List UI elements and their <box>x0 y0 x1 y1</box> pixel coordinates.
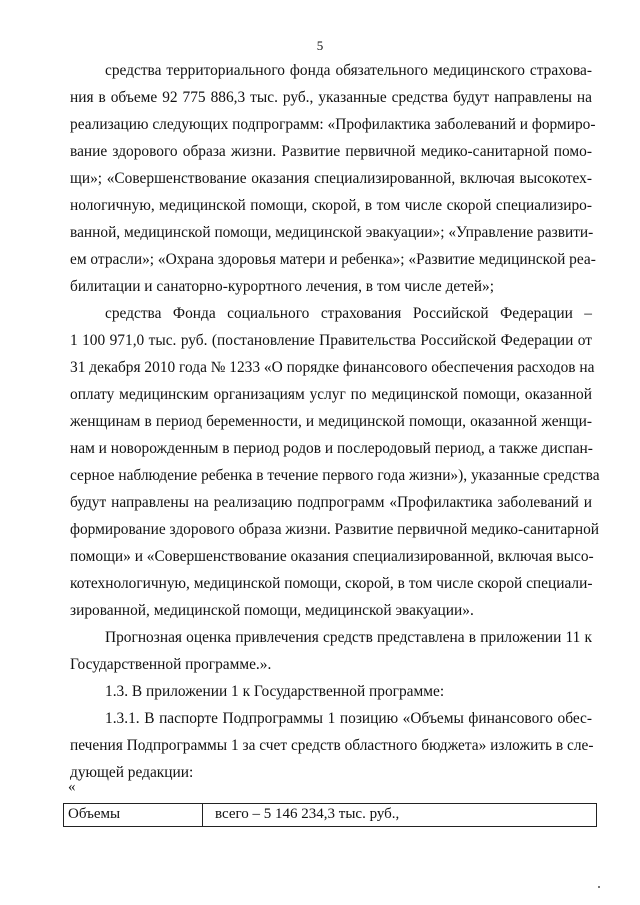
scan-speck <box>598 886 600 888</box>
text-line-6: нологичную, медицинской помощи, скорой, в том числе скорой специализиро- <box>70 197 592 214</box>
text-line-19: помощи» и «Совершенствование оказания специализированной, включая высо- <box>70 548 594 565</box>
text-line-2: ния в объеме 92 775 886,3 тыс. руб., указанные средства будут направлены на <box>70 89 592 106</box>
text-line-16: серное наблюдение ребенка в течение первого года жизни»), указанные средства <box>70 467 600 484</box>
text-line-8: ем отрасли»; «Охрана здоровья матери и ребенка»; «Развитие медицинской реа- <box>70 251 596 268</box>
text-line-12: 31 декабря 2010 года № 1233 «О порядке финансового обеспечения расходов на <box>70 359 595 376</box>
text-line-4: вание здорового образа жизни. Развитие первичной медико-санитарной помо- <box>70 143 592 160</box>
text-line-7: ванной, медицинской помощи, медицинской эвакуации»; «Управление развити- <box>70 224 594 241</box>
text-line-13: оплату медицинским организациям услуг по медицинской помощи, оказанной <box>70 386 592 403</box>
text-line-18: формирование здорового образа жизни. Развитие первичной медико-санитарной <box>70 521 600 538</box>
text-line-11: 1 100 971,0 тыс. руб. (постановление Правительства Российской Федерации от <box>70 332 592 349</box>
text-line-17: будут направлены на реализацию подпрограмм «Профилактика заболеваний и <box>70 494 592 511</box>
table-value-cell: всего – 5 146 234,3 тыс. руб., <box>215 806 400 822</box>
page-number: 5 <box>316 38 324 53</box>
text-line-26: печения Подпрограммы 1 за счет средств областного бюджета» изложить в сле- <box>70 737 594 754</box>
text-line-3: реализацию следующих подпрограмм: «Профилактика заболеваний и формиро- <box>70 116 596 133</box>
text-line-24: 1.3. В приложении 1 к Государственной программе: <box>105 683 445 700</box>
text-line-15: нам и новорожденным в период родов и послеродовый период, а также диспан- <box>70 440 593 457</box>
text-line-22: Прогнозная оценка привлечения средств представлена в приложении 11 к <box>105 629 592 646</box>
text-line-10: средства Фонда социального страхования Российской Федерации – <box>105 305 592 322</box>
text-line-14: женщинам в период беременности, и медицинской помощи, оказанной женщи- <box>70 413 592 430</box>
text-line-25: 1.3.1. В паспорте Подпрограммы 1 позицию «Объемы финансового обес- <box>105 710 592 727</box>
opening-quote-mark: « <box>68 779 76 795</box>
text-line-9: билитации и санаторно-курортного лечения, в том числе детей»; <box>70 278 494 295</box>
table-label-cell: Объемы <box>64 804 203 826</box>
text-line-20: котехнологичную, медицинской помощи, скорой, в том числе скорой специали- <box>70 575 593 592</box>
text-line-5: щи»; «Совершенствование оказания специализированной, включая высокотех- <box>70 170 592 187</box>
text-line-27: дующей редакции: <box>70 764 194 781</box>
text-line-23: Государственной программе.». <box>70 656 272 673</box>
text-line-1: средства территориального фонда обязательного медицинского страхова- <box>105 62 592 79</box>
text-line-21: зированной, медицинской помощи, медицинской эвакуации». <box>70 602 474 619</box>
funding-table-row <box>63 803 597 827</box>
